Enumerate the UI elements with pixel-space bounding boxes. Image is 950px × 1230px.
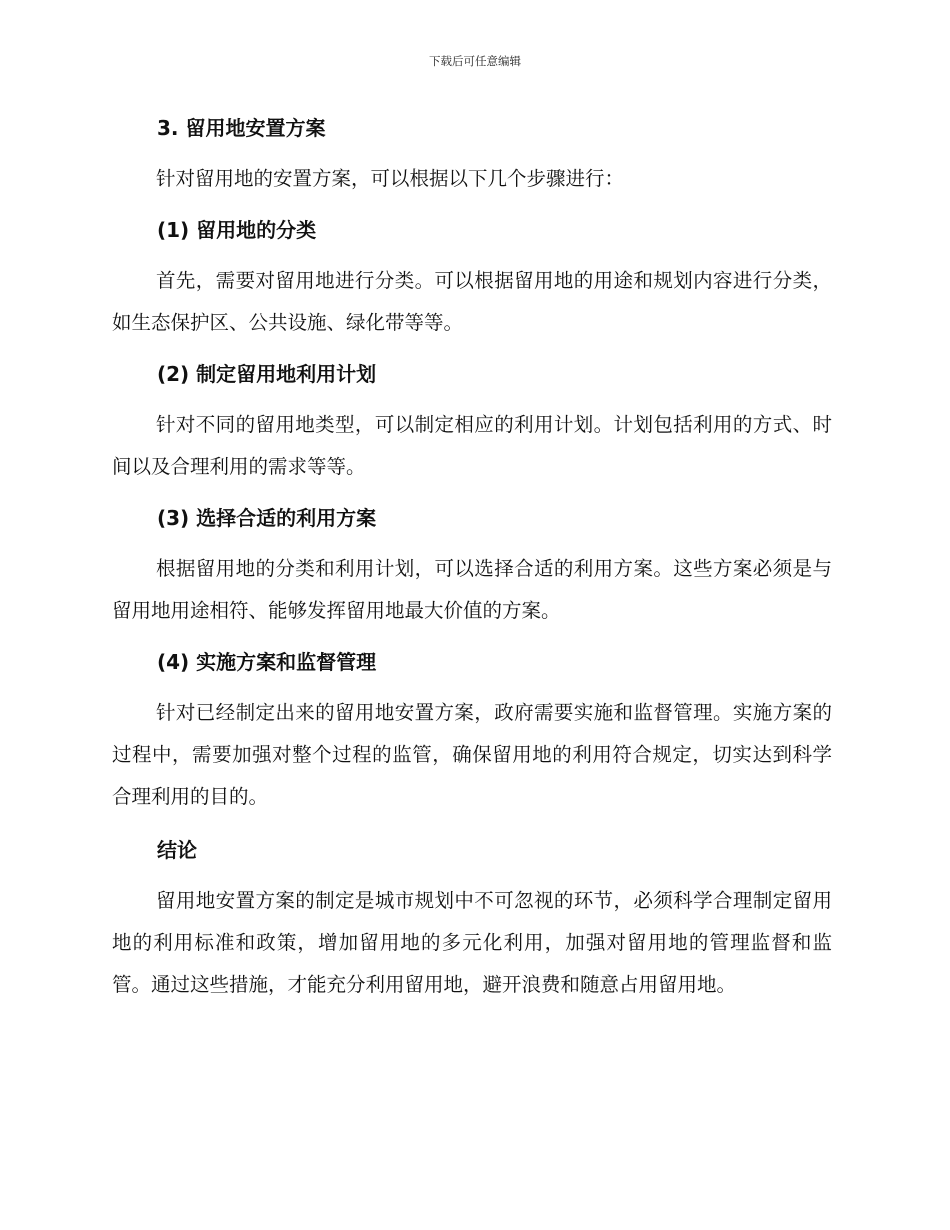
- subheading-implement: (4) 实施方案和监督管理: [157, 650, 377, 674]
- paragraph-intro: 针对留用地的安置方案，可以根据以下几个步骤进行：: [156, 167, 625, 190]
- paragraph-select: 根据留用地的分类和利用计划，可以选择合适的利用方案。这些方案必须是与留用地用途相符、能够发挥留用地最大价值的方案。: [112, 557, 832, 622]
- subheading-select: (3) 选择合适的利用方案: [157, 506, 377, 530]
- paragraph-classification: 首先，需要对留用地进行分类。可以根据留用地的用途和规划内容进行分类，如生态保护区、公共设施、绿化带等等。: [112, 269, 832, 334]
- page-header: 下载后可任意编辑: [429, 54, 521, 68]
- section-heading-3: 3. 留用地安置方案: [157, 116, 326, 140]
- subheading-classification: (1) 留用地的分类: [157, 218, 317, 242]
- subheading-plan: (2) 制定留用地利用计划: [157, 362, 377, 386]
- paragraph-conclusion: 留用地安置方案的制定是城市规划中不可忽视的环节，必须科学合理制定留用地的利用标准和政策，增加留用地的多元化利用，加强对留用地的管理监督和监管。通过这些措施，才能充分利用留用地，避开浪费和随意占用留用地。: [112, 889, 832, 996]
- document-body: [112, 110, 832, 1006]
- section-heading-conclusion: 结论: [157, 838, 197, 862]
- paragraph-implement: 针对已经制定出来的留用地安置方案，政府需要实施和监督管理。实施方案的过程中，需要加强对整个过程的监管，确保留用地的利用符合规定，切实达到科学合理利用的目的。: [112, 701, 832, 808]
- paragraph-plan: 针对不同的留用地类型，可以制定相应的利用计划。计划包括利用的方式、时间以及合理利用的需求等等。: [112, 413, 832, 478]
